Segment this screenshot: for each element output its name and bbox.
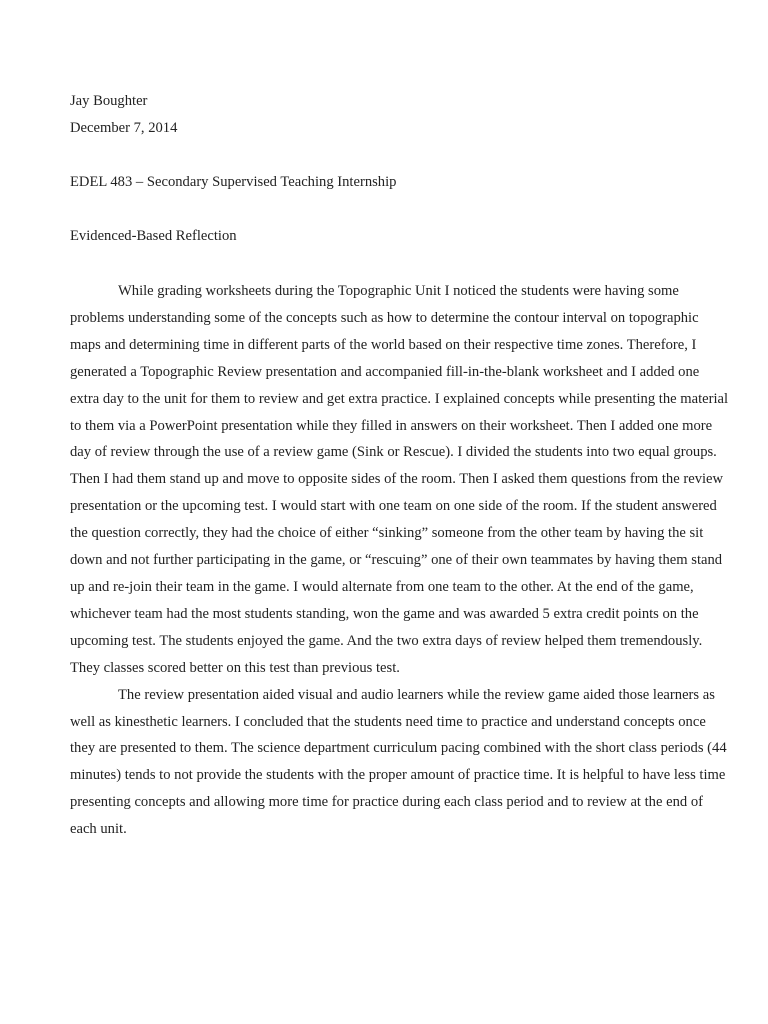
document-title: Evidenced-Based Reflection	[70, 228, 237, 244]
document-date: December 7, 2014	[70, 120, 178, 136]
body-paragraph-1: While grading worksheets during the Topographic Unit I noticed the students were having some problems understanding some of the concepts such as how to determine the contour interval on topographic maps and determining time in different parts of the world based on their respective time zones. Therefore, I generated a Topographic Review presentation and accompanied fill-in-the-blank worksheet and I added one extra day to the unit for them to review and get extra practice. I explained concepts while presenting the material to them via a PowerPoint presentation while they filled in answers on their worksheet. Then I added one more day of review through the use of a review game (Sink or Rescue). I divided the students into two equal groups. Then I had them stand up and move to opposite sides of the room. Then I asked them questions from the review presentation or the upcoming test. I would start with one team on one side of the room. If the student answered the question correctly, they had the choice of either “sinking” someone from the other team by having the sit down and not further participating in the game, or “rescuing” one of their own teammates by having them stand up and re-join their team in the game. I would alternate from one team to the other. At the end of the game, whichever team had the most students standing, won the game and was awarded 5 extra credit points on the upcoming test. The students enjoyed the game. And the two extra days of review helped them tremendously. They classes scored better on this test than previous test.	[70, 283, 729, 676]
course-title: EDEL 483 – Secondary Supervised Teaching Internship	[70, 174, 397, 190]
author-name: Jay Boughter	[70, 93, 148, 109]
body-paragraph-2: The review presentation aided visual and audio learners while the review game aided those learners as well as kinesthetic learners. I concluded that the students need time to practice and understand concepts once they are presented to them. The science department curriculum pacing combined with the short class periods (44 minutes) tends to not provide the students with the proper amount of practice time. It is helpful to have less time presenting concepts and allowing more time for practice during each class period and to review at the end of each unit.	[70, 686, 727, 838]
reflection-body	[70, 278, 730, 843]
